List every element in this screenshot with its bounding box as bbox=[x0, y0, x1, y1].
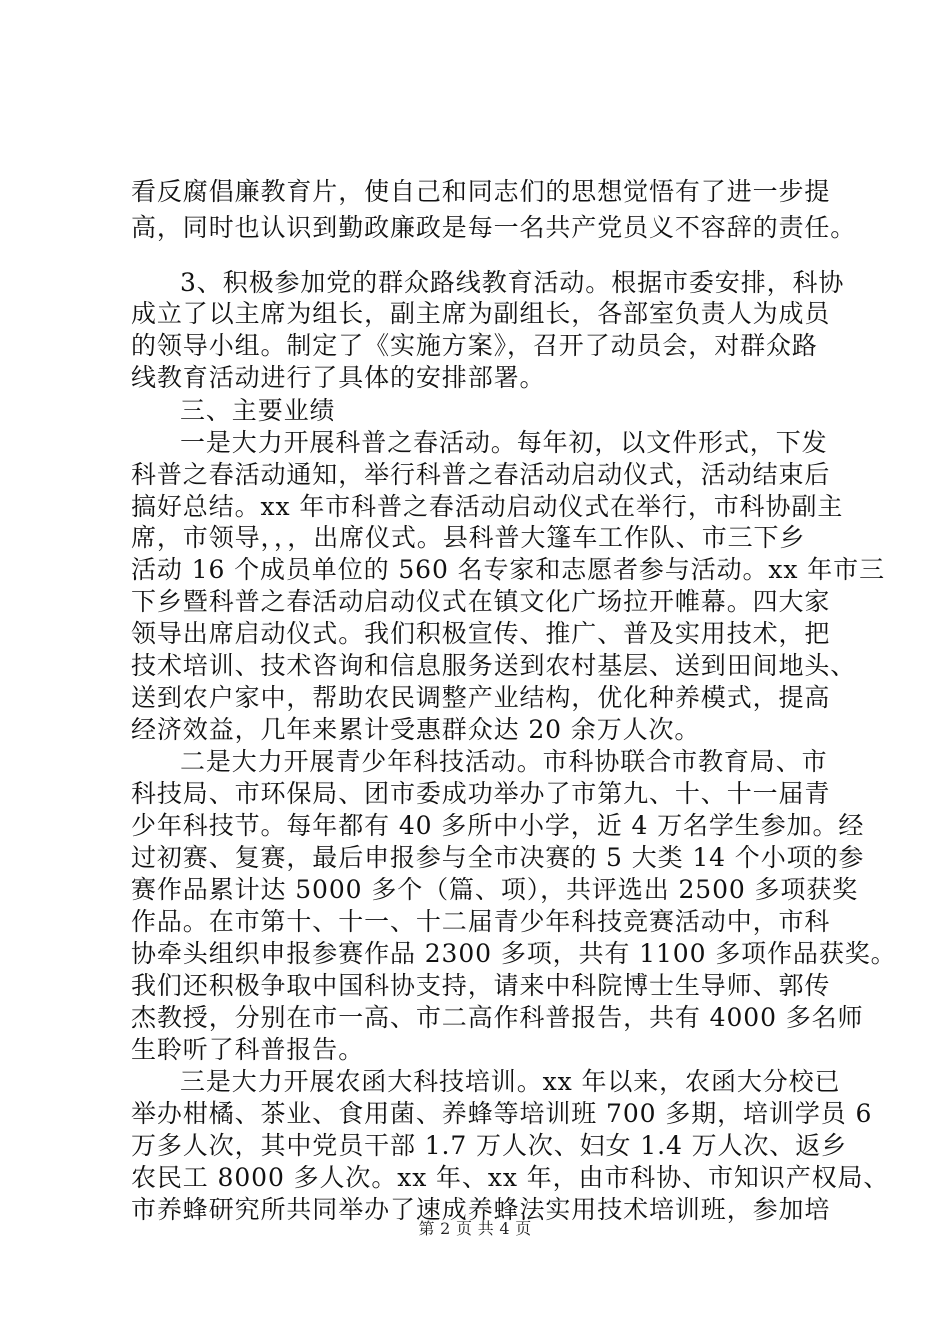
body-line: 赛作品累计达 5000 多个（篇、项），共评选出 2500 多项获奖 bbox=[131, 875, 859, 904]
body-line: 线教育活动进行了具体的安排部署。 bbox=[131, 363, 546, 392]
section-heading: 三、主要业绩 bbox=[180, 396, 336, 425]
body-line: 看反腐倡廉教育片，使自己和同志们的思想觉悟有了进一步提 bbox=[131, 177, 831, 206]
body-line: 过初赛、复赛，最后申报参与全市决赛的 5 大类 14 个小项的参 bbox=[131, 843, 865, 872]
body-line: 市养蜂研究所共同举办了速成养蜂法实用技术培训班，参加培 bbox=[131, 1195, 831, 1224]
body-line: 送到农户家中，帮助农民调整产业结构，优化种养模式，提高 bbox=[131, 683, 831, 712]
body-line: 经济效益，几年来累计受惠群众达 20 余万人次。 bbox=[131, 715, 701, 744]
body-line: 的领导小组。制定了《实施方案》，召开了动员会，对群众路 bbox=[131, 331, 818, 360]
body-line: 高，同时也认识到勤政廉政是每一名共产党员义不容辞的责任。 bbox=[131, 213, 857, 242]
body-line: 技术培训、技术咨询和信息服务送到农村基层、送到田间地头、 bbox=[131, 651, 857, 680]
body-line: 我们还积极争取中国科协支持，请来中科院博士生导师、郭传 bbox=[131, 971, 831, 1000]
body-line: 举办柑橘、茶业、食用菌、养蜂等培训班 700 多期，培训学员 6 bbox=[131, 1099, 873, 1128]
body-line: 农民工 8000 多人次。xx 年、xx 年，由市科协、市知识产权局、 bbox=[131, 1163, 890, 1192]
body-line: 科普之春活动通知，举行科普之春活动启动仪式，活动结束后 bbox=[131, 460, 831, 489]
body-line: 少年科技节。每年都有 40 多所中小学，近 4 万名学生参加。经 bbox=[131, 811, 865, 840]
page-number-footer: 第 2 页 共 4 页 bbox=[418, 1219, 532, 1238]
body-line: 成立了以主席为组长，副主席为副组长，各部室负责人为成员 bbox=[131, 299, 831, 328]
body-line: 作品。在市第十、十一、十二届青少年科技竞赛活动中，市科 bbox=[131, 907, 831, 936]
body-line: 活动 16 个成员单位的 560 名专家和志愿者参与活动。xx 年市三 bbox=[131, 555, 885, 584]
body-line: 三是大力开展农函大科技培训。xx 年以来，农函大分校已 bbox=[180, 1067, 841, 1096]
body-line: 3、积极参加党的群众路线教育活动。根据市委安排，科协 bbox=[180, 268, 845, 297]
body-line: 下乡暨科普之春活动启动仪式在镇文化广场拉开帷幕。四大家 bbox=[131, 587, 831, 616]
body-line: 席，市领导，，，出席仪式。县科普大篷车工作队、市三下乡 bbox=[131, 523, 806, 552]
body-line: 领导出席启动仪式。我们积极宣传、推广、普及实用技术，把 bbox=[131, 619, 831, 648]
body-line: 二是大力开展青少年科技活动。市科协联合市教育局、市 bbox=[180, 747, 828, 776]
body-line: 生聆听了科普报告。 bbox=[131, 1035, 365, 1064]
body-line: 科技局、市环保局、团市委成功举办了市第九、十、十一届青 bbox=[131, 779, 831, 808]
body-line: 万多人次，其中党员干部 1.7 万人次、妇女 1.4 万人次、返乡 bbox=[131, 1131, 848, 1160]
body-line: 搞好总结。xx 年市科普之春活动启动仪式在举行，市科协副主 bbox=[131, 492, 844, 521]
body-line: 协牵头组织申报参赛作品 2300 多项，共有 1100 多项作品获奖。 bbox=[131, 939, 897, 968]
body-line: 一是大力开展科普之春活动。每年初，以文件形式，下发 bbox=[180, 428, 828, 457]
body-line: 杰教授，分别在市一高、市二高作科普报告，共有 4000 多名师 bbox=[131, 1003, 864, 1032]
